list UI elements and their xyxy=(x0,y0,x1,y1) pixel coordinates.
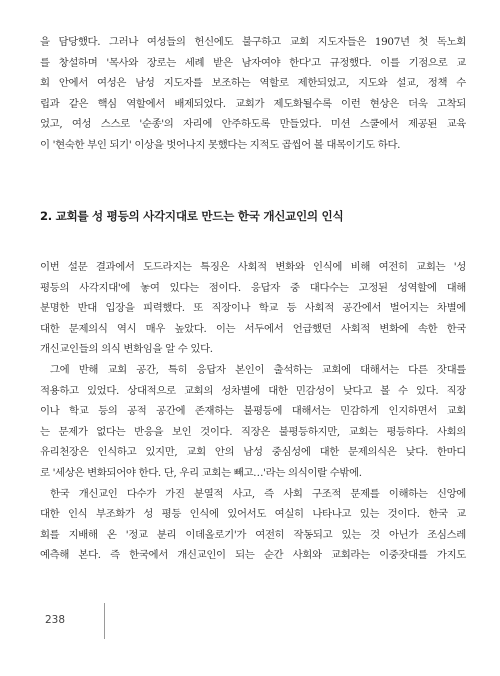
text-line: 한국 개신교인 다수가 가진 분열적 사고, 즉 사회 구조적 문제를 이해하는 신앙에 xyxy=(50,487,466,500)
text-line: 분명한 반대 입장을 피력했다. 또 직장이나 학교 등 사회적 공간에서 벌어지는 차별에 xyxy=(40,302,466,315)
text-line: 적용하고 있었다. 상대적으로 교회의 성차별에 대한 민감성이 낮다고 볼 수 있다. 직장 xyxy=(40,384,466,397)
page-divider-rule xyxy=(104,603,105,639)
text-line: 회 안에서 여성은 남성 지도자를 보조하는 역할로 제한되었고, 지도와 설교, 정책 수 xyxy=(40,77,466,90)
text-line: 대한 인식 부조화가 성 평등 인식에 있어서도 여실히 나타나고 있는 것이다. 한국 교 xyxy=(40,508,466,521)
text-line: 는 문제가 없다는 반응을 보인 것이다. 직장은 불평등하지만, 교회는 평등하다. 사회의 xyxy=(40,425,466,438)
body-paragraph-3 xyxy=(40,484,466,566)
text-line: 평등의 사각지대'에 놓여 있다는 점이다. 응답자 중 대다수는 고정된 성역할에 대해 xyxy=(40,281,466,294)
text-line: 이번 설문 결과에서 도드라지는 특징은 사회적 변화와 인식에 비해 여전히 교회는 '성 xyxy=(40,261,466,273)
text-line: 었고, 여성 스스로 '순종'의 자리에 안주하도록 만들었다. 미션 스쿨에서 제공된 교육 xyxy=(40,118,466,131)
section-heading: 2. 교회를 성 평등의 사각지대로 만드는 한국 개신교인의 인식 xyxy=(40,209,344,223)
text-line: 그에 반해 교회 공간, 특히 응답자 본인이 출석하는 교회에 대해서는 다른 잣대를 xyxy=(50,363,466,376)
top-paragraph xyxy=(40,32,466,156)
text-line: 을 담당했다. 그러나 여성들의 헌신에도 불구하고 교회 지도자들은 1907년 첫 독노회 xyxy=(40,36,466,48)
text-line: 립과 같은 핵심 역할에서 배제되었다. 교회가 제도화될수록 이런 현상은 더욱 고착되 xyxy=(40,97,466,110)
text-line: 개신교인들의 의식 변화임을 알 수 있다. xyxy=(40,343,213,356)
text-line: 이나 학교 등의 공적 공간에 존재하는 불평등에 대해서는 민감하게 인지하면서 교회 xyxy=(40,405,466,418)
text-line: 회를 지배해 온 '정교 분리 이데올로기'가 여전히 작동되고 있는 것 아닌가 조심스레 xyxy=(40,528,466,541)
page-number: 238 xyxy=(45,614,66,626)
body-paragraph-1 xyxy=(40,257,466,360)
text-line: 로 '세상은 변화되어야 한다. 단, 우리 교회는 빼고…'라는 의식이랄 수밖에. xyxy=(40,466,362,479)
body-paragraph-2 xyxy=(40,360,466,484)
text-line: 를 창설하며 '목사와 장로는 세례 받은 남자여야 한다'고 규정했다. 이를 기점으로 교 xyxy=(40,56,466,69)
body-text xyxy=(40,257,466,566)
text-line: 이 '현숙한 부인 되기' 이상을 벗어나지 못했다는 지적도 곱씹어 볼 대목이기도 하다. xyxy=(40,138,401,151)
text-line: 대한 문제의식 역시 매우 높았다. 이는 서두에서 언급했던 사회적 변화에 속한 한국 xyxy=(40,322,466,335)
text-line: 유리천장은 인식하고 있지만, 교회 안의 남성 중심성에 대한 문제의식은 낮다. 한마디 xyxy=(40,446,466,459)
text-line: 예측해 본다. 즉 한국에서 개신교인이 되는 순간 사회와 교회라는 이중잣대를 가지도 xyxy=(40,549,466,562)
